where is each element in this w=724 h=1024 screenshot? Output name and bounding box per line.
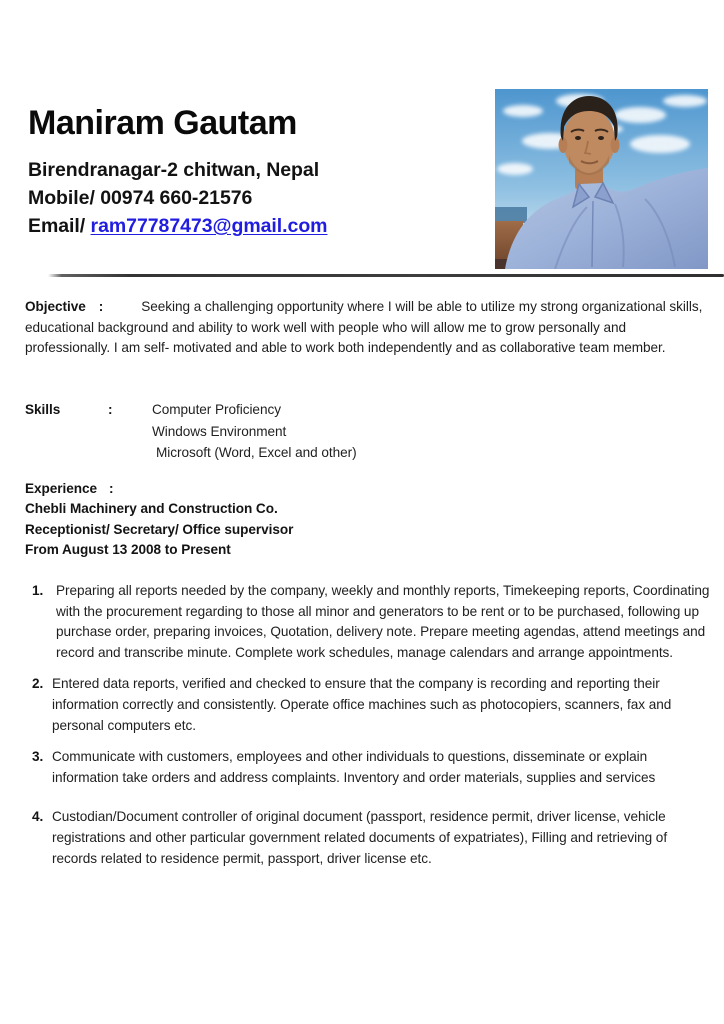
skill-item: Windows Environment [152,423,287,439]
address-line: Birendranagar-2 chitwan, Nepal [28,159,320,181]
experience-colon: : [109,481,114,496]
header [28,100,327,240]
skill-item: Computer Proficiency [152,402,281,417]
experience-role: Receptionist/ Secretary/ Office supervisor [25,521,294,537]
skills-list [152,399,357,464]
contact-block [28,156,327,240]
duty-text: Entered data reports, verified and checked to ensure that the company is recording and reporting their information correctly and consistently. Operate office machines such as photocopiers, scanners, fax and personal computers etc. [52,676,672,733]
duty-number: 1. [32,583,44,598]
email-line [28,212,327,240]
profile-photo [495,89,708,269]
email-link[interactable]: ram77787473@gmail.com [90,215,328,237]
duty-item [25,674,713,736]
experience-label: Experience [25,481,98,496]
skills-label: Skills [25,402,61,417]
mobile-number: 00974 660-21576 [100,187,253,209]
duty-text: Communicate with customers, employees and other individuals to questions, disseminate or explain information take orders and address complaints. Inventory and order materials, supplies and services [52,749,656,785]
skills-section [25,399,357,464]
duty-number: 4. [32,809,44,825]
duty-item [25,807,713,869]
duty-item [25,747,713,788]
duty-number: 2. [32,676,44,692]
duties-list [25,581,713,880]
duty-item [25,581,713,663]
mobile-line [28,184,327,212]
experience-company: Chebli Machinery and Construction Co. [25,501,278,517]
duty-text: Preparing all reports needed by the company, weekly and monthly reports, Timekeeping reports, Coordinating with the procurement regarding to those all minor and generators to be rent or to be purchased, following up purchase order, preparing invoices, Quotation, delivery note. Prepare meeting agendas, attend meetings and record and transcribe minute. Complete work schedules, manage calendars and arrange appointments. [56,583,710,660]
skill-item: Microsoft (Word, Excel and other) [156,445,357,461]
photo-sea [495,207,527,223]
experience-period: From August 13 2008 to Present [25,542,231,558]
duty-text: Custodian/Document controller of original document (passport, residence permit, driver license, vehicle registrations and other particular government related documents of expatriates), Filling and retrieving of records related to residence permit, passport, driver license etc. [52,809,668,866]
objective-colon: : [98,299,104,314]
duty-number: 3. [32,749,44,765]
objective-label: Objective [25,299,86,314]
skills-colon: : [108,402,113,417]
mobile-label: Mobile/ [28,187,95,209]
divider [48,274,724,277]
email-label: Email/ [28,215,86,237]
objective-section [25,297,709,359]
objective-text: Seeking a challenging opportunity where I will be able to utilize my strong organizational skills, educational background and ability to work well with people who will allow me to grow personally and professionally. I am self- motivated and able to work both independently and as collaborative team member. [25,299,703,356]
person-name: Maniram Gautam [28,104,297,142]
experience-section [25,479,293,561]
experience-heading [25,479,293,499]
